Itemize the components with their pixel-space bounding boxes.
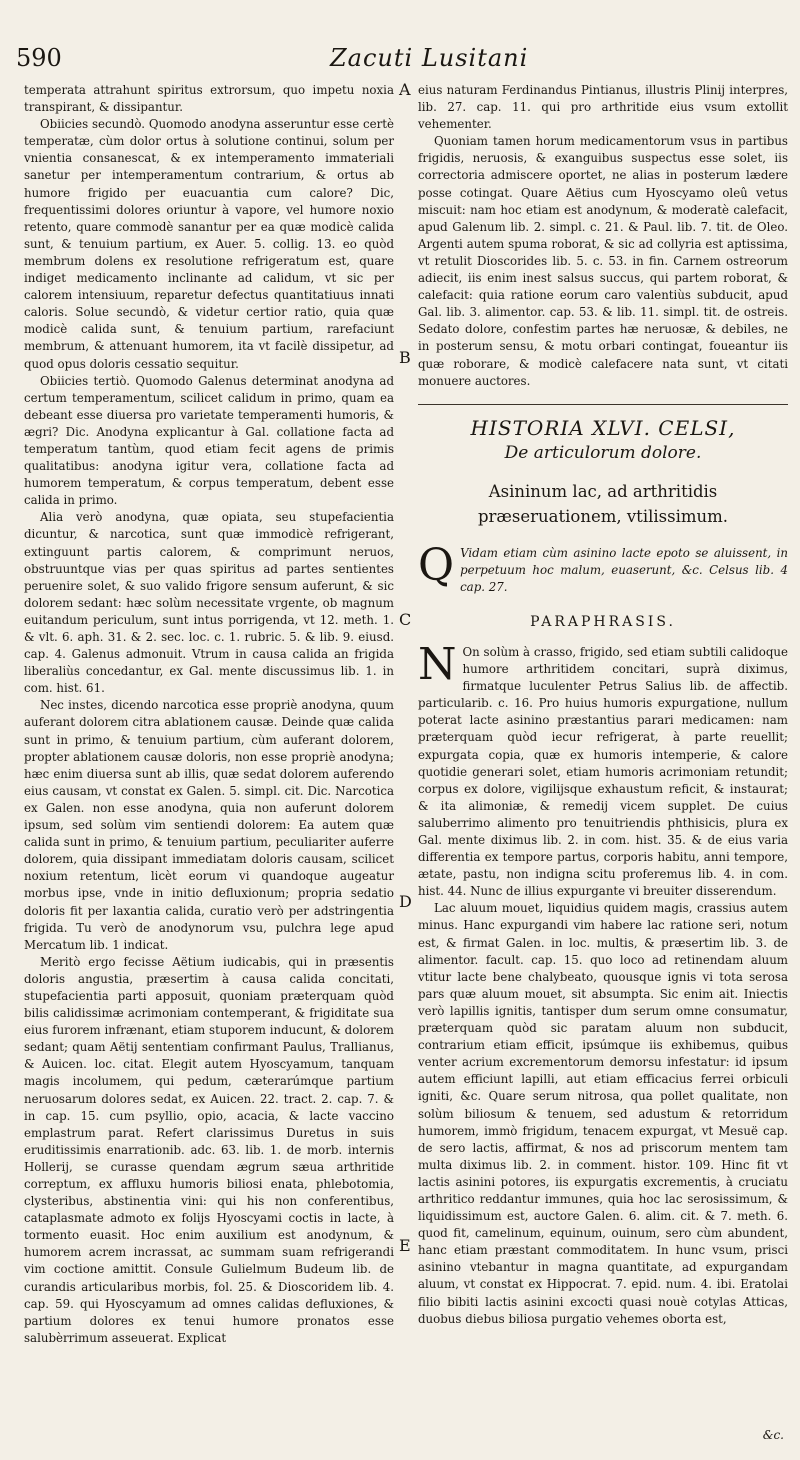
historia-subtitle: De articulorum dolore. — [504, 442, 702, 463]
margin-letter-b: B — [399, 348, 411, 367]
paragraph: temperata attrahunt spiritus extrorsum, quo impetu noxia transpirant, & dissipantur. — [24, 83, 394, 115]
paraphrasis-heading: PARAPHRASIS. — [530, 613, 676, 630]
celsus-quote — [418, 539, 788, 596]
drop-cap: N — [418, 638, 457, 690]
paragraph: Obiicies tertiò. Quomodo Galenus determinat anodyna ad certum temperamentum, scilicet calidum in primo, quam ea debeant esse diuersa pro varietate temperamenti humoris, & ægri? Dic. Anodyna explicantur à Gal. collatione facta ad temperatum tantùm, quod etiam fecit agens de primis qualitatibus: anodyna igitur vera, collatione facta ad humorem temperatum, & corpus temperatum, debent esse calida in primo. — [24, 373, 394, 508]
paraphrasis-body — [418, 638, 788, 900]
paragraph: On solùm à crasso, frigido, sed etiam subtili calidoque humore arthritidem concitari, suprà diximus, firmatque luculenter Petrus Salius lib. de affectib. particularib. c. 16. Pro huius humoris expurgatione, nullum poterat lacte asinino præstantius parari medicamen: nam præterquam quòd iecur refrigerat, à parte reuellit; expurgata copia, quæ ex humoris intemperie, & calore quotidie generari solet, etiam humoris acrimoniam retundit; corpus ex dolore, vigilijsque exhaustum reficit, & instaurat; & ita alimoniæ, & remedij vicem supplet. De cuius saluberrimo alimento pro tenuitriendis phthisicis, plura ex Gal. mente diximus lib. 2. in com. hist. 35. & de eius varia differentia ex tempore partus, corporis habitu, anni tempore, ætate, pastu, non indigna scitu proferemus lib. 4. in com. hist. 44. Nunc de illius expurgante vi breuiter disserendum. — [418, 644, 788, 899]
right-column — [418, 82, 788, 1328]
quote-text: Vidam etiam cùm asinino lacte epoto se aluissent, in perpetuum hoc malum, euaserunt, &c. Celsus lib. 4 cap. 27. — [460, 545, 788, 594]
paragraph: Quoniam tamen horum medicamentorum vsus in partibus frigidis, neruosis, & exanguibus suspectus esse solet, iis correctoria admiscere oportet, ne alias in posterum lædere posse cotingat. Quare Aëtius cum Hyoscyamo oleû vetus miscuit: nam hoc etiam est anodynum, & moderatè calefacit, apud Galenum lib. 2. simpl. c. 21. & Paul. lib. 7. tit. de Oleo. Argenti autem spuma roborat, & sic ad collyria est aptissima, vt retulit Dioscorides lib. 5. c. 53. in fin. Carnem ostreorum adiecit, iis enim inest salsus succus, qui partem roborat, & calefacit: quia ratione eorum caro valentiùs subducit, apud Gal. lib. 3. alimentor. cap. 53. & lib. 11. simpl. tit. de ostreis. Sedato dolore, confestim partes hæ neruosæ, & debiles, ne in posterum sensu, & motu orbari contingat, foueantur iis quæ roborare, & modicè calefacere nata sunt, vt citati monuere auctores. — [418, 134, 788, 388]
drop-cap: Q — [418, 539, 455, 591]
page-number: 590 — [16, 44, 62, 72]
left-column — [24, 82, 394, 1347]
paragraph: Nec instes, dicendo narcotica esse propriè anodyna, quum auferant dolorem citra ablationem causæ. Deinde quæ calida sunt in primo, & tenuium partium, cùm auferant dolorem, propter ablationem causæ doloris, non esse propriè anodyna; hæc enim diuersa sunt ab illis, quæ sedat dolorem auferendo eius causam, vt constat ex Galen. 5. simpl. cit. Dic. Narcotica ex Galen. non esse anodyna, quia non auferunt dolorem ipsum, sed solùm vim sentiendi dolorem: Ea autem quæ calida sunt in primo, & tenuium partium, peculiariter auferre dolorem, quia dissipant immediatam doloris causam, scilicet noxium retentum, licèt eorum vi quandoque augeatur morbus ipse, vnde in initio defluxionum; propria sedatio doloris fit per laxantia calida, curatio verò per adstringentia frigida. Tu verò de anodynorum vsu, pulchra lege apud Mercatum lib. 1 indicat. — [24, 698, 394, 952]
historia-title: HISTORIA XLVI. CELSI, — [470, 415, 736, 440]
paragraph: Obiicies secundò. Quomodo anodyna asseruntur esse certè temperatæ, cùm dolor ortus à solutione continui, solum per vnientia consanescat, & ex intemperamento immateriali sanetur per intemperamentum contrarium, & ortus ab humore frigido per euacuantia cum calore? Dic, frequentissimi dolores oriuntur à vapore, vel humore noxio retento, quare commodè sanantur per ea quæ modicè calida sunt, & tenuium partium, ex Auer. 5. collig. 13. eo quòd membrum dolens ex resolutione refrigeratum est, quare indiget medicamento inclinante ad calidum, vt sic per calorem intensiuum, reparetur defectus quantitatiuus innati caloris. Solue secundò, & videtur certior ratio, quia quæ modicè calida sunt, & tenuium partium, rarefaciunt membrum, & attenuant humorem, ita vt facilè dissipetur, ad quod opus doloris cessatio sequitur. — [24, 117, 394, 371]
running-head: Zacuti Lusitani — [330, 44, 529, 72]
paragraph: Lac aluum mouet, liquidius quidem magis, crassius autem minus. Hanc expurgandi vim habere lac ratione seri, notum est, & firmat Galen. in loc. multis, & præsertim lib. 3. de alimentor. facult. cap. 15. quo loco ad retinendam aluum vtitur lacte bene chalybeato, quousque ignis vi tota serosa pars quæ aluum mouet, sit absumpta. Sic enim ait. Iniectis verò lapillis ignitis, tantisper dum serum omne consumatur, præterquam quòd sic paratam aluum non subducit, contrarium etiam efficit, ipsúmque iis exhibemus, quibus venter acrium excrementorum demorsu infestatur: id ipsum autem efficiunt lapilli, aut etiam efficacius ferrei orbiculi igniti, &c. Quare serum nitrosa, qua pollet qualitate, non solùm biliosum & tenuem, sed adustum & retorridum humorem, immò frigidum, tenacem expurgat, vt Mesuë cap. de sero lactis, affirmat, & nos ad priscorum mentem tam multa diximus lib. 2. in comment. histor. 109. Hinc fit vt lactis asinini potores, iis expurgatis excrementis, à cruciatu arthritico reddantur immunes, quia hoc lac serosissimum, & liquidissimum est, auctore Galen. 6. alim. cit. & 7. meth. 6. quod fit, camelinum, equinum, ouinum, sero cùm abundent, hanc etiam præstant commoditatem. In hunc vsum, prisci asinino vtebantur in magna quantitate, ad expurgandam aluum, vt constat ex Hippocrat. 7. epid. num. 4. ibi. Eratolai filio bibiti lactis asinini excocti quasi nouè cotylas Atticas, duobus diebus biliosa purgatio vehemes oborta est, — [418, 901, 788, 1326]
catchword: &c. — [762, 1428, 784, 1442]
paragraph: Meritò ergo fecisse Aëtium iudicabis, qui in præsentis doloris angustia, præsertim à causa calida concitati, stupefacientia parti apposuit, quoniam præterquam quòd bilis calidissimæ acrimoniam contemperant, & frigiditate sua eius furorem infrænant, etiam stuporem inducunt, & dolorem sedant; quam Aëtij sententiam confirmant Paulus, Trallianus, & Auicen. loc. citat. Elegit autem Hyoscyamum, tanquam magis incolumem, qui pedum, cæterarúmque partium neruosarum dolores sedat, ex Auicen. 22. tract. 2. cap. 7. & in cap. 15. cum psyllio, opio, acacia, & lacte vaccino emplastrum parat. Refert clarissimus Duretus in suis eruditissimis enarrationib. adc. 63. lib. 1. de morb. internis Hollerij, se curasse quendam ægrum sæua arthritide correptum, ex affluxu humoris biliosi enata, phlebotomia, clysteribus, abstinentia vini: qui his non conferentibus, cataplasmate admoto ex folijs Hyoscyami coctis in lacte, à tormento euasit. Hoc enim auxilium est anodynum, & humorem acrem incrassat, ac summam suam refrigerandi vim coctione amittit. Consule Gulielmum Budeum lib. de curandis articularibus morbis, fol. 25. & Dioscoridem lib. 4. cap. 59. qui Hyoscyamum ad omnes calidas defluxiones, & partium dolores ex tenui humore pronatos esse salubèrrimum asseuerat. Explicat — [24, 954, 394, 1345]
paragraph: eius naturam Ferdinandus Pintianus, illustris Plinij interpres, lib. 27. cap. 11. qui pro arthritide eius vsum extollit vehementer. — [418, 83, 788, 132]
margin-letter-c: C — [399, 610, 412, 629]
section-rule — [418, 404, 788, 405]
margin-letter-a: A — [399, 80, 411, 99]
summary-heading: Asininum lac, ad arthritidis præseruationem, vtilissimum. — [477, 481, 729, 526]
margin-letter-d: D — [399, 892, 412, 911]
paragraph: Alia verò anodyna, quæ opiata, seu stupefacientia dicuntur, & narcotica, sunt quæ immodicè refrigerant, extinguunt partis calorem, & comprimunt neruos, obstruuntque vias per quas spiritus ad partes sentientes peruenire solet, & suo valido frigore sensum auferunt, & sic dolorem sedant: hæc solùm necessitate vrgente, ob magnum euitandum periculum, sunt intus porrigenda, vt 12. meth. 1. & vlt. 6. aph. 31. & 2. sec. loc. c. 1. rubric. 5. & lib. 9. eiusd. cap. 4. Galenus admonuit. Vtrum in causa calida an frigida liberaliùs concedantur, ex Gal. mente discussimus lib. 1. in com. hist. 61. — [24, 510, 394, 696]
margin-letter-e: E — [399, 1236, 411, 1255]
